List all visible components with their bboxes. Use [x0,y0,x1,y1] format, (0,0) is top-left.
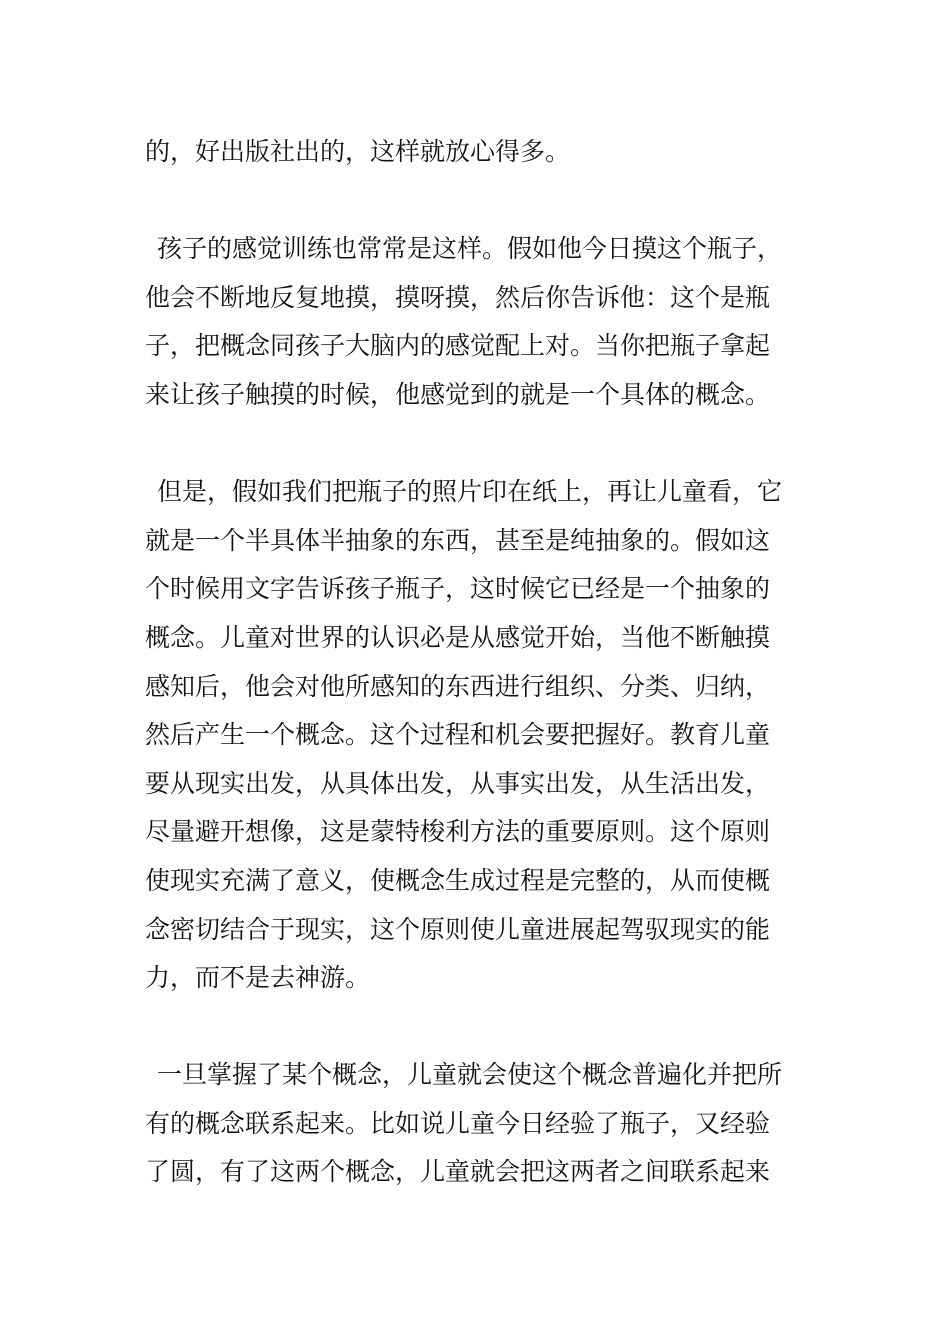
text-line: 使现实充满了意义，使概念生成过程是完整的，从而使概 [145,865,771,895]
text-line: 孩子的感觉训练也常常是这样。假如他今日摸这个瓶子， [157,234,783,264]
text-line: 概念。儿童对世界的认识必是从感觉开始，当他不断触摸 [145,622,771,652]
text-line: 的，好出版社出的，这样就放心得多。 [145,137,571,166]
text-line: 了圆，有了这两个概念，儿童就会把这两者之间联系起来 [145,1157,771,1187]
text-line: 就是一个半具体半抽象的东西，甚至是纯抽象的。假如这 [145,525,771,555]
text-line: 尽量避开想像，这是蒙特梭利方法的重要原则。这个原则 [145,817,771,847]
text-line: 但是，假如我们把瓶子的照片印在纸上，再让儿童看，它 [157,477,783,507]
text-line: 子，把概念同孩子大脑内的感觉配上对。当你把瓶子拿起 [145,331,771,361]
paragraph-2 [145,225,807,419]
paragraph-3 [145,468,807,1003]
paragraph-4 [145,1051,807,1197]
text-line: 感知后，他会对他所感知的东西进行组织、分类、归纳， [145,671,771,701]
text-line: 然后产生一个概念。这个过程和机会要把握好。教育儿童 [145,720,771,750]
paragraph-1 [145,128,807,177]
document-body [145,128,807,1197]
text-line: 要从现实出发，从具体出发，从事实出发，从生活出发， [145,768,771,798]
text-line: 力，而不是去神游。 [145,963,371,993]
text-line: 他会不断地反复地摸，摸呀摸，然后你告诉他：这个是瓶 [145,282,771,312]
text-line: 来让孩子触摸的时候，他感觉到的就是一个具体的概念。 [145,379,771,409]
text-line: 个时候用文字告诉孩子瓶子，这时候它已经是一个抽象的 [145,574,771,604]
text-line: 念密切结合于现实，这个原则使儿童进展起驾驭现实的能 [145,914,771,944]
text-line: 有的概念联系起来。比如说儿童今日经验了瓶子，又经验 [145,1108,771,1138]
text-line: 一旦掌握了某个概念，儿童就会使这个概念普遍化并把所 [157,1060,783,1090]
